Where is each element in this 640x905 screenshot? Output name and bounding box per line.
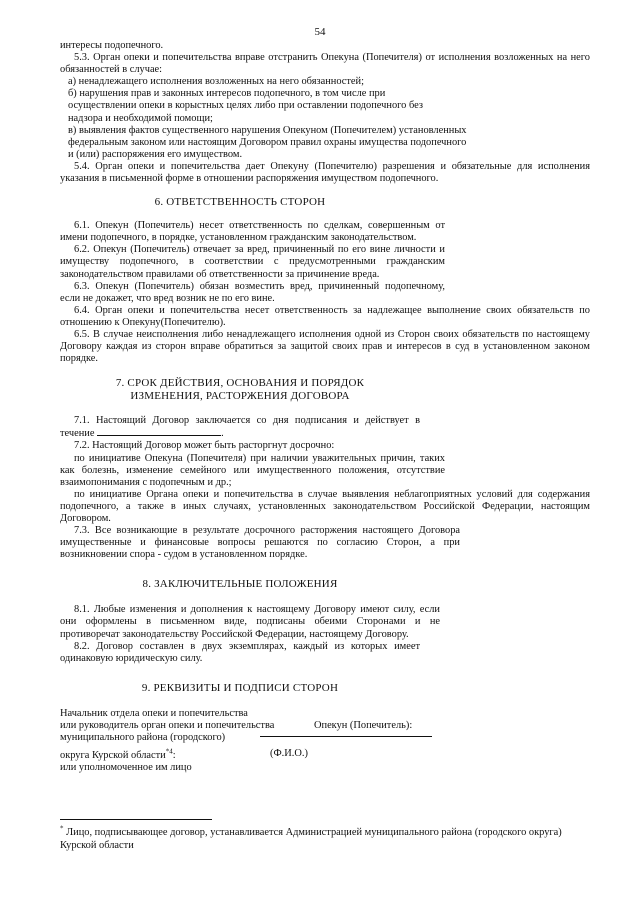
footnote-reference: *4 bbox=[165, 747, 173, 756]
paragraph-6-4: 6.4. Орган опеки и попечительства несет ответственность за надлежащее выполнение своих обязательств по отношению к Опекуну(Попечителю). bbox=[60, 304, 590, 328]
paragraph-5-3: 5.3. Орган опеки и попечительства вправе отстранить Опекуна (Попечителя) от исполнения возложенных на него обязанностей в случае: bbox=[60, 52, 590, 76]
paragraph-7-2: 7.2. Настоящий Договор может быть расторгнут досрочно: bbox=[74, 440, 335, 452]
paragraph-7-2-b: по инициативе Органа опеки и попечительства в случае выявления неблагоприятных условий для содержания подопечного, а также в иных случаях, установленных законодательством Российской Федерации, настоящим Договором. bbox=[60, 488, 590, 524]
footnote-separator bbox=[60, 819, 212, 820]
paragraph-7-1 bbox=[60, 415, 420, 440]
paragraph-8-1: 8.1. Любые изменения и дополнения к настоящему Договору имеют силу, если они оформлены в письменном виде, подписаны обеими Сторонами и не противоречат законодательству Российской Федерации, настоящему Договору. bbox=[60, 604, 440, 640]
footnote-mark: * bbox=[60, 824, 64, 833]
paragraph-5-4: 5.4. Орган опеки и попечительства дает Опекуну (Попечителю) разрешения и обязательные для исполнения указания в письменной форме в отношении распоряжения имуществом подопечного. bbox=[60, 160, 590, 185]
footnote bbox=[60, 826, 590, 852]
paragraph-7-1-end: . bbox=[221, 428, 224, 440]
footnote-text: Лицо, подписывающее договор, устанавливается Администрацией муниципального района (городского округа) Курской области bbox=[60, 827, 562, 851]
paragraph-8-2: 8.2. Договор составлен в двух экземплярах, каждый из которых имеет одинаковую юридическую силу. bbox=[60, 640, 420, 664]
guardian-name-caption: (Ф.И.О.) bbox=[270, 747, 308, 759]
paragraph-5-3-c: в) выявления фактов существенного нарушения Опекуном (Попечителем) установленных федеральным законом или настоящим Договором правил охраны имущества подопечного и (или) распоряжения его имуществом. bbox=[68, 124, 467, 160]
authority-line-4-text: округа Курской области bbox=[60, 750, 166, 762]
page-number: 54 bbox=[314, 26, 326, 38]
paragraph-6-2: 6.2. Опекун (Попечитель) отвечает за вред, причиненный по его вине личности и имуществу подопечного, в соответствии с предусмотренными гражданским законодательством правилами об ответственности за причинение вреда. bbox=[60, 244, 445, 280]
paragraph-7-3: 7.3. Все возникающие в результате досрочного расторжения настоящего Договора имущественные и финансовые вопросы решаются по согласию Сторон, а при возникновении спора - судом в установленном порядке. bbox=[60, 525, 460, 561]
authority-line-5: или уполномоченное им лицо bbox=[60, 762, 192, 774]
section-6-title: 6. ОТВЕТСТВЕННОСТЬ СТОРОН bbox=[154, 196, 326, 209]
paragraph-7-2-a: по инициативе Опекуна (Попечителя) при наличии уважительных причин, таких как болезнь, изменение семейного или имущественного положения, отсутствие взаимопонимания с подопечным и др.; bbox=[60, 452, 445, 488]
guardian-label: Опекун (Попечитель): bbox=[314, 719, 413, 731]
paragraph-6-1: 6.1. Опекун (Попечитель) несет ответственность по сделкам, совершенным от имени подопечного, в порядке, установленном гражданским законодательством. bbox=[60, 220, 445, 244]
signature-block bbox=[60, 707, 590, 774]
guardian-signature-line bbox=[260, 736, 432, 737]
authority-line-4-end: : bbox=[172, 750, 176, 762]
section-7-title bbox=[60, 377, 590, 403]
paragraph-6-5: 6.5. В случае неисполнения либо ненадлежащего исполнения одной из Сторон своих обязательств по настоящему Договору каждая из сторон вправе обратиться за защитой своих прав и интересов в суд в установленном законом порядке. bbox=[60, 328, 590, 365]
section-8-title: 8. ЗАКЛЮЧИТЕЛЬНЫЕ ПОЛОЖЕНИЯ bbox=[142, 578, 338, 591]
section-9-title: 9. РЕКВИЗИТЫ И ПОДПИСИ СТОРОН bbox=[141, 681, 339, 694]
paragraph-7-1-text: 7.1. Настоящий Договор заключается со дня подписания и действует в течение bbox=[60, 415, 420, 440]
authority-line-1: Начальник отдела опеки и попечительства bbox=[60, 707, 248, 719]
section-7-title-line-2: ИЗМЕНЕНИЯ, РАСТОРЖЕНИЯ ДОГОВОРА bbox=[130, 390, 350, 403]
section-7-title-line-1: 7. СРОК ДЕЙСТВИЯ, ОСНОВАНИЯ И ПОРЯДОК bbox=[115, 377, 365, 390]
paragraph-5-2-end: интересы подопечного. bbox=[60, 40, 164, 51]
paragraph-5-3-b: б) нарушения прав и законных интересов подопечного, в том числе при осуществлении опеки в корыстных целях либо при оставлении подопечного без надзора и необходимой помощи; bbox=[68, 88, 423, 124]
authority-line-2: или руководитель орган опеки и попечительства bbox=[60, 719, 275, 731]
paragraph-6-3: 6.3. Опекун (Попечитель) обязан возместить вред, причиненный подопечному, если не докажет, что вред возник не по его вине. bbox=[60, 280, 445, 304]
term-blank-line bbox=[97, 427, 221, 436]
document-body bbox=[60, 40, 590, 774]
authority-line-3: муниципального района (городского) bbox=[60, 732, 226, 744]
paragraph-5-3-a: а) ненадлежащего исполнения возложенных на него обязанностей; bbox=[68, 76, 364, 88]
authority-signatory bbox=[60, 708, 310, 774]
